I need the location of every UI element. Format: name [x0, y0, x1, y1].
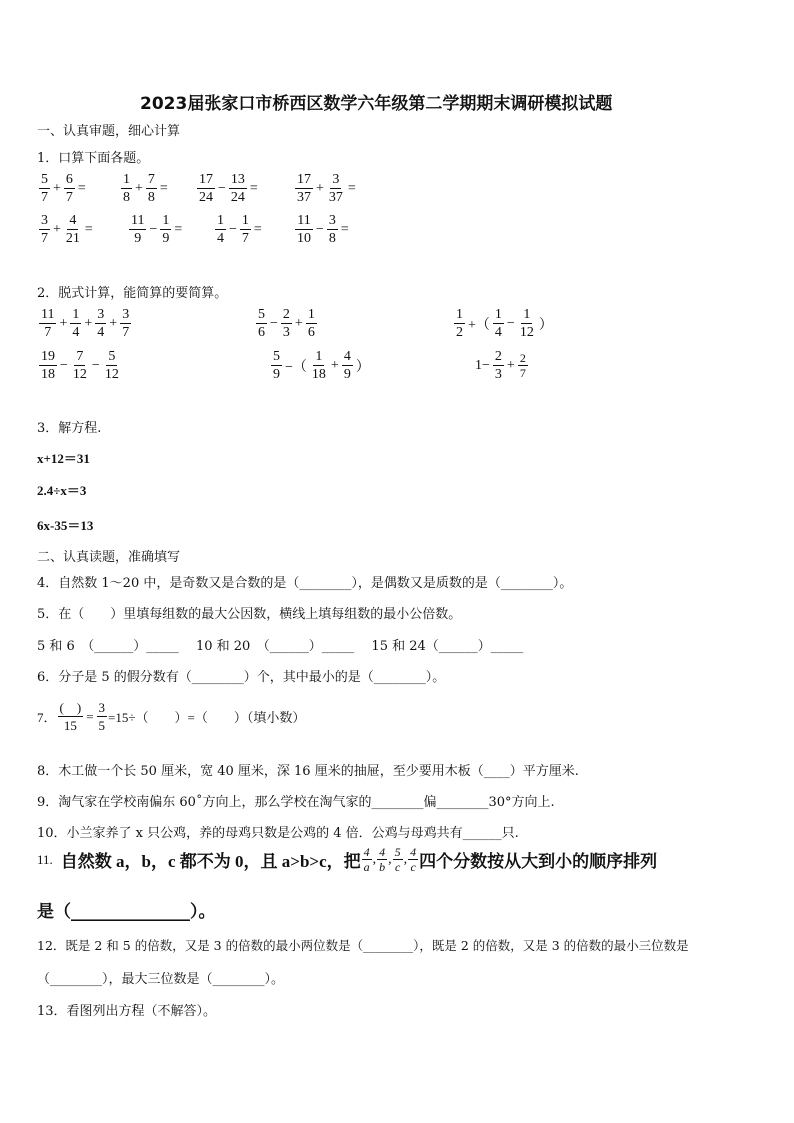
equals-sign: =: [347, 180, 356, 196]
question-9: 9．淘气家在学校南偏东 60˚方向上，那么学校在淘气家的________偏________30°方向上.: [37, 795, 555, 810]
oral-item: [128, 213, 184, 246]
operator: +: [53, 221, 61, 237]
fraction: $\frac{1}{9}$: [162, 213, 170, 246]
fraction: $\frac{3}{8}$: [328, 213, 336, 246]
section-heading-1: 一、认真审题，细心计算: [37, 124, 181, 139]
operator: −: [229, 221, 237, 237]
question-10: 10．小兰家养了 x 只公鸡，养的母鸡只数是公鸡的 4 倍．公鸡与母鸡共有______只.: [37, 826, 519, 841]
question-13: 13．看图列出方程（不解答）。: [37, 1004, 217, 1019]
oral-item: [38, 213, 95, 246]
operator: +: [316, 180, 324, 196]
expression-2-5: $\frac{5}{9}$ −（ $\frac{1}{18}$ + $\frac{4}{9}$ ）: [273, 349, 370, 382]
operator: +: [135, 180, 143, 196]
equals-sign: =: [174, 221, 183, 237]
question-4: 4．自然数 1～20 中，是奇数又是合数的是（________），是偶数又是质数的是（________）。: [37, 576, 573, 591]
question-7: 7． $\frac{( )}{15}$ = $\frac{3}{5}$ =15÷（ ）=（ ）（填小数）: [37, 700, 306, 733]
fraction: $\frac{3}{7}$: [41, 213, 48, 246]
expression-2-3: $\frac{1}{2}$ +（ $\frac{1}{4}$ − $\frac{1}{12}$ ）: [456, 307, 553, 340]
question-3-label: 3．解方程.: [37, 421, 102, 436]
equals-sign: =: [253, 221, 262, 237]
operator: −: [316, 221, 324, 237]
fraction: $\frac{17}{24}$: [199, 172, 213, 205]
equation-1: x+12＝31: [37, 451, 90, 466]
page-title: 2023届张家口市桥西区数学六年级第二学期期末调研模拟试题: [140, 94, 613, 114]
fraction: $\frac{11}{9}$: [131, 213, 145, 246]
section-heading-2: 二、认真读题，准确填写: [37, 550, 181, 565]
oral-item: [294, 172, 358, 205]
fraction: $\frac{3}{37}$: [328, 172, 343, 205]
question-5-blanks: 5 和 6 （______）_____ 10 和 20 （______）_____ 15 和 24（______）_____: [37, 639, 524, 654]
question-2-label: 2．脱式计算，能简算的要简算。: [37, 286, 228, 301]
fraction: $\frac{7}{8}$: [147, 172, 155, 205]
equals-sign: =: [77, 180, 86, 196]
oral-item: [214, 213, 264, 246]
fraction: $\frac{1}{8}$: [123, 172, 130, 205]
question-12-line-1: 12．既是 2 和 5 的倍数，又是 3 的倍数的最小两位数是（________），既是 2 的倍数，又是 3 的倍数的最小三位数是: [37, 938, 689, 953]
expression-2-6: 1− $\frac{2}{3}$ + $\frac{2}{7}$: [475, 349, 526, 382]
oral-item: [294, 213, 351, 246]
question-11: 11. 自然数 a，b，c 都不为 0，且 a>b>c，把 $\frac{4}{a}$ , $\frac{4}{b}$ , $\frac{5}{c}$ , $\frac{4}{c}$ 四个分数按从大到小的顺序排列: [37, 845, 658, 874]
equals-sign: =: [249, 180, 258, 196]
equals-sign: =: [340, 221, 349, 237]
fraction: $\frac{4}{21}$: [65, 213, 80, 246]
expression-2-1: $\frac{11}{7}$ + $\frac{1}{4}$ + $\frac{3}{4}$ + $\frac{3}{7}$: [41, 307, 130, 340]
expression-2-4: $\frac{19}{18}$ − $\frac{7}{12}$ − $\frac{5}{12}$: [41, 349, 119, 382]
question-5: 5．在（ ）里填每组数的最大公因数，横线上填每组数的最小公倍数。: [37, 607, 462, 622]
question-6: 6．分子是 5 的假分数有（________）个，其中最小的是（________）。: [37, 670, 446, 685]
operator: −: [218, 180, 226, 196]
question-12-line-2: （________），最大三位数是（________）。: [37, 972, 285, 987]
oral-item: [120, 172, 170, 205]
fraction: $\frac{6}{7}$: [65, 172, 73, 205]
equals-sign: =: [84, 221, 93, 237]
fraction: $\frac{13}{24}$: [230, 172, 245, 205]
fraction: $\frac{1}{4}$: [217, 213, 224, 246]
fraction: $\frac{5}{7}$: [41, 172, 48, 205]
oral-item: [38, 172, 88, 205]
equation-3: 6x-35＝13: [37, 518, 94, 533]
fraction: $\frac{1}{7}$: [241, 213, 249, 246]
expression-2-2: $\frac{5}{6}$ − $\frac{2}{3}$ + $\frac{1}{6}$: [258, 307, 315, 340]
operator: +: [53, 180, 61, 196]
oral-item: [196, 172, 260, 205]
question-8: 8．木工做一个长 50 厘米，宽 40 厘米，深 16 厘米的抽屉，至少要用木板（____）平方厘米.: [37, 764, 579, 779]
question-1-label: 1．口算下面各题。: [37, 151, 150, 166]
equals-sign: =: [159, 180, 168, 196]
operator: −: [149, 221, 158, 237]
fraction: $\frac{11}{10}$: [297, 213, 311, 246]
question-11-line-2: 是（______________）。: [37, 902, 216, 922]
fraction: $\frac{17}{37}$: [297, 172, 311, 205]
equation-2: 2.4÷x＝3: [37, 483, 87, 498]
